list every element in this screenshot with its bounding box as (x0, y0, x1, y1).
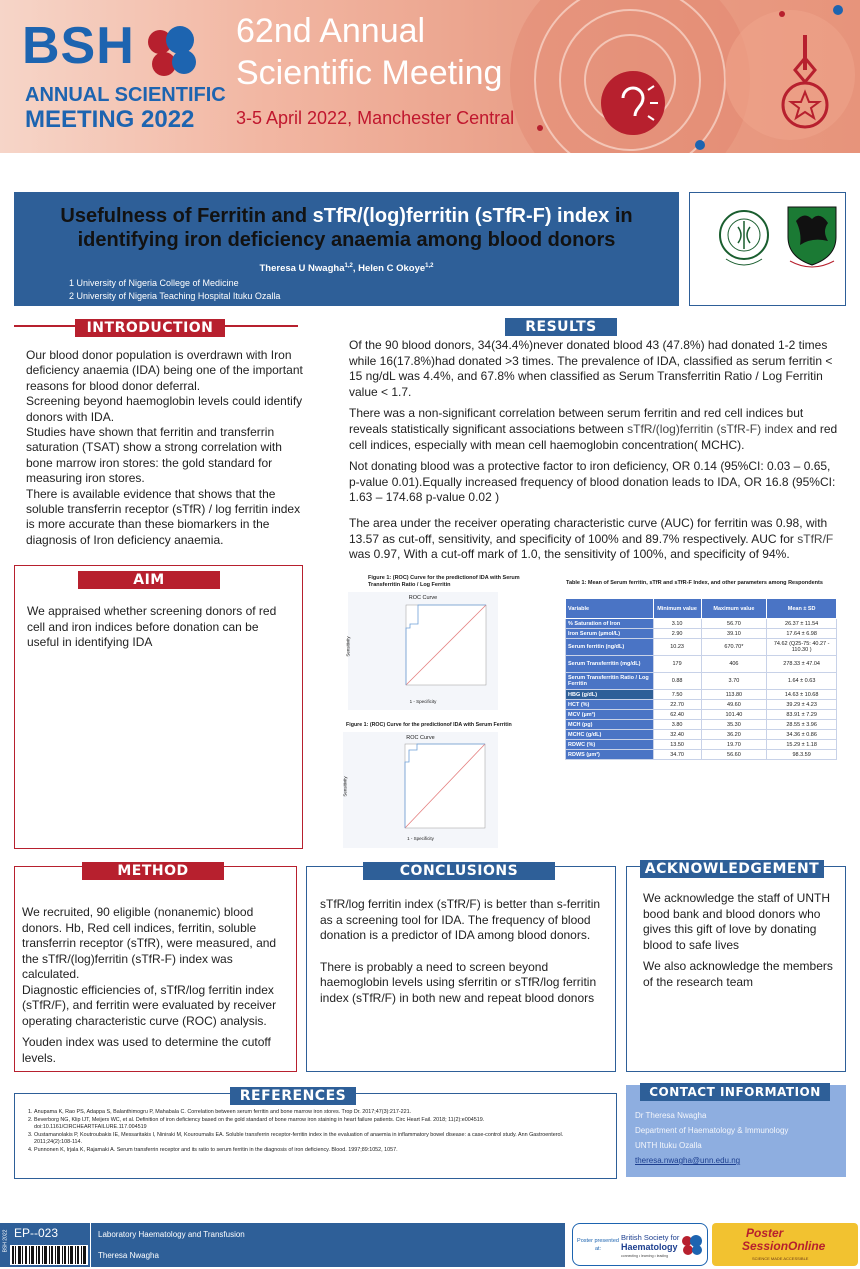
medal-icon (775, 30, 835, 130)
bsh-footer-name-2: Haematology (621, 1242, 678, 1252)
table-cell: 83.91 ± 7.29 (767, 710, 837, 720)
table-caption: Table 1: Mean of Serum ferritin, sTfR and sTfR-F Index, and other parameters among Respondents (566, 580, 823, 586)
results-p2-a: There was a non-significant correlation between serum ferritin and red cell indices but reveals statistically significant associations between (349, 406, 804, 436)
table-cell: 3.80 (653, 720, 701, 730)
poster-session-online-logo (712, 1223, 858, 1266)
table-cell: 62.40 (653, 710, 701, 720)
acknowledgement-heading: ACKNOWLEDGEMENT (640, 860, 824, 878)
footer-side-label: BSH 2022 (2, 1229, 9, 1253)
meeting-title-line1: 62nd Annual (236, 12, 426, 50)
reference-item: 1. Anupama K, Rao PS, Adappa S, Balanthimogru P, Mahabala C. Correlation between serum ferritin and bone marrow iron stores. Trop Dr. 2017;47(3):217-221. (34, 1109, 594, 1117)
pso-line1: Poster (746, 1226, 784, 1240)
table-cell: 3.70 (701, 673, 767, 690)
contact-email-link[interactable]: theresa.nwagha@unn.edu.ng (635, 1156, 741, 1165)
method-paragraph-3: Youden index was used to determine the cutoff levels. (22, 1035, 271, 1065)
bsh-logo-mark (146, 22, 206, 82)
table-cell: 56.70 (701, 619, 767, 629)
intro-paragraph-4: There is available evidence that shows that the soluble transferrin receptor (sTfR) / log ferritin index is more accurate than these biomarkers in the diagnosis of Iron deficiency anaemia. (26, 486, 301, 547)
table-cell: Iron Serum (µmol/L) (566, 629, 654, 639)
table-cell: 15.29 ± 1.18 (767, 740, 837, 750)
affiliation-1: 1 University of Nigeria College of Medicine (69, 278, 239, 288)
intro-paragraph-1: Our blood donor population is overdrawn with Iron deficiency anaemia (IDA) being one of the important reasons for blood donor deferral. (26, 348, 303, 393)
logo-subtitle-2: MEETING 2022 (25, 106, 195, 133)
references-heading: REFERENCES (230, 1087, 356, 1105)
bsh-footer-name-1: British Society for (621, 1233, 680, 1242)
table-cell: 34.36 ± 0.86 (767, 730, 837, 740)
table-row (566, 750, 837, 760)
table-cell: HCT (%) (566, 700, 654, 710)
roc-2-plot (343, 732, 498, 848)
poster-presented-label: Poster presented at: (577, 1238, 619, 1252)
author-2: , Helen C Okoye (352, 263, 426, 275)
table-cell: % Saturation of Iron (566, 619, 654, 629)
reference-item: 3. Oustamanolakis P, Koutroubakis IE, Messaritakis I, Niniraki M, Kouroumalis EA. Soluble transferrin receptor-ferritin index in the evaluation of anaemia in inflammatory bowel disease: a case-control study. Ann Gastroenterol. 2011;24(2):108-114. (34, 1132, 594, 1147)
table-header-cell: Minimum value (653, 599, 701, 619)
reference-item: 2. Beverborg NG, Klip IJT, Meijers WC, et al. Definition of iron deficiency based on the gold standard of bone marrow iron staining in heart failure patients. Circ Heart Fail. 2018; 11(2):e004519. doi:10.1161/CIRCHEARTFAILURE.117.004519 (34, 1117, 594, 1132)
table-cell: 3.10 (653, 619, 701, 629)
table-cell: 26.37 ± 11.54 (767, 619, 837, 629)
footer-presenter: Theresa Nwagha (98, 1251, 159, 1260)
pso-line2: SessionOnline (742, 1239, 826, 1253)
table-cell: 10.23 (653, 639, 701, 656)
results-p4-a: The area under the receiver operating characteristic curve (AUC) for ferritin was 0.98, with 13.57 as cut-off, sensitivity, and specificity of 100% and 89.7% respectively. AUC for (349, 515, 828, 546)
roc-2-title: ROC Curve (406, 735, 435, 741)
table-header-cell: Mean ± SD (767, 599, 837, 619)
table-cell: 56.60 (701, 750, 767, 760)
acknowledgement-text (643, 891, 838, 996)
conclusions-text (320, 897, 605, 1006)
meeting-title-line2: Scientific Meeting (236, 54, 503, 92)
table-cell: 670.70* (701, 639, 767, 656)
bsh-footer-tagline: connecting • learning • leading (621, 1254, 669, 1258)
table-cell: 278.33 ± 47.04 (767, 656, 837, 673)
table-cell: 49.60 (701, 700, 767, 710)
intro-heading: INTRODUCTION (75, 319, 225, 337)
roc-1-ylabel: Sensitivity (345, 636, 351, 657)
roc-chart-1 (345, 592, 498, 710)
table-cell: 179 (653, 656, 701, 673)
table-cell: 28.55 ± 3.96 (767, 720, 837, 730)
table-cell: 39.29 ± 4.23 (767, 700, 837, 710)
table-cell: 101.40 (701, 710, 767, 720)
conclusions-paragraph-1: sTfR/log ferritin index (sTfR/F) is better than s-ferritin as a screening tool for IDA. The frequency of blood donation is a predictor of IDA among blood donors. (320, 897, 601, 942)
results-paragraph-2 (349, 406, 839, 453)
table-cell: Serum Transferritin Ratio / Log Ferritin (566, 673, 654, 690)
title-part3: in identifying iron deficiency anaemia among blood donors (77, 205, 633, 251)
method-paragraph-2: Diagnostic efficiencies of, sTfR/log ferritin index (sTfR/F), and ferritin were evaluated by receiver operating characteristic curve (ROC) analysis. (22, 982, 277, 1028)
intro-paragraph-2: Screening beyond haemoglobin levels could identify donors with IDA. (26, 394, 303, 424)
table-row (566, 720, 837, 730)
table-row (566, 639, 837, 656)
unn-crest-icon (782, 201, 842, 271)
bsh-footer-logo (572, 1223, 708, 1266)
roc-1-plot (345, 592, 498, 710)
aim-heading: AIM (78, 571, 220, 589)
conference-banner (0, 0, 860, 153)
affiliation-2: 2 University of Nigeria Teaching Hospital Ituku Ozalla (69, 291, 281, 301)
table-row (566, 656, 837, 673)
table-cell: 32.40 (653, 730, 701, 740)
author-1: Theresa U Nwagha (259, 263, 345, 275)
table-row (566, 629, 837, 639)
author-1-affil: 1,2 (344, 263, 353, 269)
results-p4-c: was 0.97, With a cut-off mark of 1.0, the sensitivity of 100%, and specificity of 94%. (349, 547, 790, 562)
table-cell: 2.90 (653, 629, 701, 639)
bsh-logo-text: BSH (22, 17, 135, 75)
contact-heading: CONTACT INFORMATION (640, 1083, 830, 1101)
ear-icon (598, 68, 668, 138)
conclusions-heading: CONCLUSIONS (363, 862, 555, 880)
aim-text: We appraised whether screening donors of red cell and iron indices before donation can be useful in identifying IDA (27, 604, 277, 649)
results-table (565, 598, 837, 760)
institution-logos (689, 192, 846, 306)
table-cell: 22.70 (653, 700, 701, 710)
figure-2-caption: Figure 1: (ROC) Curve for the predictionof IDA with Serum Ferritin (346, 722, 512, 728)
table-cell: RDWC (%) (566, 740, 654, 750)
table-cell: 7.50 (653, 690, 701, 700)
table-cell: 34.70 (653, 750, 701, 760)
roc-chart-2 (343, 732, 498, 848)
pso-tagline: SCIENCE MADE ACCESSIBLE (752, 1256, 809, 1261)
table-cell: 17.64 ± 6.98 (767, 629, 837, 639)
university-seal-icon (718, 205, 772, 275)
table-header-cell: Variable (566, 599, 654, 619)
table-cell: 406 (701, 656, 767, 673)
poster-code: EP--023 (14, 1226, 59, 1240)
table-cell: 39.10 (701, 629, 767, 639)
table-cell: MCH (pg) (566, 720, 654, 730)
table-cell: 1.64 ± 0.63 (767, 673, 837, 690)
results-p4-index: sTfR/F (797, 531, 834, 546)
roc-2-ylabel: Sensitivity (342, 776, 348, 797)
table-row (566, 710, 837, 720)
results-paragraph-4 (349, 516, 839, 563)
method-heading: METHOD (82, 862, 224, 880)
conclusions-paragraph-2: There is probably a need to screen beyond haemoglobin levels using sferritin or sTfR/log ferritin index (sTfR/F) in both new and repeat blood donors (320, 959, 597, 1005)
table-row (566, 740, 837, 750)
table-cell: RDWS (µm³) (566, 750, 654, 760)
acknowledgement-paragraph-2: We also acknowledge the members of the research team (643, 959, 833, 989)
roc-1-xlabel: 1 - Specificity (409, 699, 437, 704)
results-paragraph-3: Not donating blood was a protective factor to iron deficiency, OR 0.14 (95%CI: 0.03 – 0.65, p-value 0.01).Equally increased frequency of blood donation leads to IDA, OR 16.8 (95%CI: 1.63 – 174.68 p-value 0.02 ) (349, 459, 836, 505)
reference-item: 4. Punnonen K, Irjala K, Rajamaki A. Serum transferrin receptor and its ratio to serum ferritin in the diagnosis of iron deficiency. Blood. 1997;89:1052, 1057. (34, 1147, 594, 1155)
table-header-row (566, 599, 837, 619)
poster-title-box (14, 192, 679, 306)
authors (14, 263, 679, 274)
poster-title (14, 204, 679, 252)
table-row (566, 730, 837, 740)
table-cell: MCV (µm³) (566, 710, 654, 720)
title-part2: sTfR/(log)ferritin (sTfR-F) index (312, 205, 610, 227)
table-row (566, 619, 837, 629)
results-p2-index: sTfR/(log)ferritin (sTfR-F) index (627, 421, 794, 436)
roc-1-title: ROC Curve (408, 595, 438, 601)
contact-hospital: UNTH Ituku Ozalla (635, 1141, 702, 1150)
author-2-affil: 1,2 (425, 263, 434, 269)
references-list (34, 1109, 594, 1154)
figure-1-caption: Figure 1: (ROC) Curve for the predictionof IDA with Serum Transferritin Ratio / Log Ferritin (368, 575, 520, 588)
contact-name: Dr Theresa Nwagha (635, 1111, 707, 1120)
table-row (566, 700, 837, 710)
barcode-icon (10, 1245, 88, 1265)
table-cell: 19.70 (701, 740, 767, 750)
footer-category: Laboratory Haematology and Transfusion (98, 1230, 245, 1239)
table-cell: 98.3.59 (767, 750, 837, 760)
results-text (349, 338, 839, 569)
table-cell: 13.50 (653, 740, 701, 750)
table-cell: 14.63 ± 10.68 (767, 690, 837, 700)
table-cell: 113.80 (701, 690, 767, 700)
acknowledgement-paragraph-1: We acknowledge the staff of UNTH bood bank and blood donors who gives this gift of love by donating blood to safe lives (643, 891, 830, 952)
table-cell: Serum Transferritin (mg/dL) (566, 656, 654, 673)
table-cell: HBG (g/dL) (566, 690, 654, 700)
method-text (22, 905, 292, 1066)
table-cell: 74.62 (Q25-75: 40.27 - 110.30 ) (767, 639, 837, 656)
results-paragraph-1: Of the 90 blood donors, 34(34.4%)never donated blood 43 (47.8%) had donated 1-2 times while 16(17.8%)had donated >3 times. The prevalence of IDA, classified as serum ferritin < 15 ng/dL was 4.4%, and 67.8% when classified as Serum Transferritin Ratio / Log Ferritin value < 1.7. (349, 338, 833, 399)
contact-department: Department of Haematology & Immunology (635, 1126, 789, 1135)
results-heading: RESULTS (505, 318, 617, 336)
bsh-footer-mark (681, 1234, 703, 1256)
title-part1: Usefulness of Ferritin and (60, 205, 313, 227)
intro-paragraph-3: Studies have shown that ferritin and transferrin saturation (TSAT) show a strong correlation with bone marrow iron stores: the gold standard for measuring iron stores. (26, 425, 282, 486)
intro-text (26, 348, 306, 548)
table-cell: 36.20 (701, 730, 767, 740)
roc-2-xlabel: 1 - Specificity (407, 836, 434, 841)
contact-details (635, 1108, 840, 1168)
footer-divider (90, 1223, 91, 1267)
table-row (566, 690, 837, 700)
meeting-dates: 3-5 April 2022, Manchester Central (236, 108, 515, 128)
table-cell: MCHC (g/dL) (566, 730, 654, 740)
table-cell: 0.88 (653, 673, 701, 690)
logo-subtitle-1: ANNUAL SCIENTIFIC (25, 84, 226, 106)
table-row (566, 673, 837, 690)
table-cell: Serum ferritin (ng/dL) (566, 639, 654, 656)
table-header-cell: Maximum value (701, 599, 767, 619)
method-paragraph-1: We recruited, 90 eligible (nonanemic) blood donors. Hb, Red cell indices, ferritin, soluble transferrin receptor (sTfR), were measured, and the sTfR/(log)ferritin (sTfR-F) index was calculated. (22, 905, 277, 981)
table-cell: 35.30 (701, 720, 767, 730)
results-p2-c: and red cell indices, especially with mean cell haemoglobin concentration( MCHC). (349, 421, 838, 452)
